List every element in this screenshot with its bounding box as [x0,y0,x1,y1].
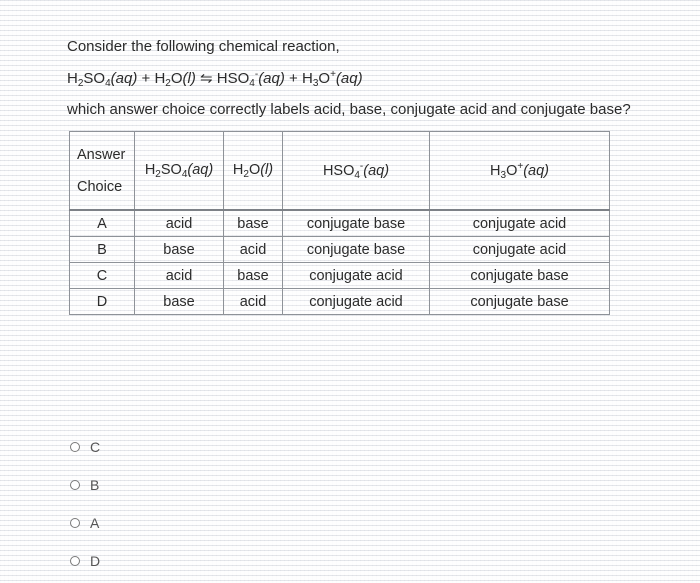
table-row [70,263,610,289]
table-header-row [70,132,610,211]
cell-h3o: conjugate base [430,289,610,315]
option-label: D [90,553,101,569]
product-h3o: $H_3O^+(aq)$ [301,69,363,89]
option-label: A [90,515,100,531]
cell-h3o: conjugate acid [430,210,610,237]
cell-h2so4: base [135,289,224,315]
cell-h3o: conjugate base [430,263,610,289]
radio-button[interactable] [70,480,80,490]
table-row [70,237,610,263]
question-intro: Consider the following chemical reaction, [67,38,340,55]
equilibrium-arrow: ⇋ [195,70,217,87]
cell-choice: B [70,237,135,263]
header-h2o: $H_2O(l)$ [224,132,283,211]
cell-h2so4: acid [135,263,224,289]
option-label: C [90,439,101,455]
cell-choice: C [70,263,135,289]
radio-button[interactable] [70,556,80,566]
header-hso4: $HSO_4^-(aq)$ [283,132,430,211]
cell-h2so4: acid [135,210,224,237]
answer-table [69,131,610,315]
question-prompt: which answer choice correctly labels acid, base, conjugate acid and conjugate base? [67,101,631,118]
radio-button[interactable] [70,442,80,452]
header-answer-choice: Answer Choice [70,132,135,211]
cell-hso4: conjugate acid [283,263,430,289]
plus-sign: + [137,70,155,87]
cell-h3o: conjugate acid [430,237,610,263]
table-row [70,289,610,315]
cell-h2o: base [224,210,283,237]
header-h2so4: $H_2SO_4(aq)$ [135,132,224,211]
cell-choice: A [70,210,135,237]
radio-button[interactable] [70,518,80,528]
cell-h2o: acid [224,289,283,315]
table-row [70,210,610,237]
plus-sign: + [284,70,302,87]
option-label: B [90,477,100,493]
cell-h2o: base [224,263,283,289]
header-h3o: $H_3O^+(aq)$ [430,132,610,211]
answer-option-c[interactable] [70,428,100,466]
cell-h2o: acid [224,237,283,263]
answer-option-d[interactable] [70,542,100,580]
cell-hso4: conjugate base [283,237,430,263]
cell-h2so4: base [135,237,224,263]
answer-option-a[interactable] [70,504,100,542]
reaction-equation [67,69,363,89]
answer-options [70,428,100,580]
answer-option-b[interactable] [70,466,100,504]
product-hso4: $HSO_4^-(aq)$ [216,69,285,89]
reactant-h2so4: $H_2SO_4(aq)$ [67,70,138,89]
reactant-h2o: $H_2O(l)$ [154,70,196,89]
cell-choice: D [70,289,135,315]
cell-hso4: conjugate acid [283,289,430,315]
cell-hso4: conjugate base [283,210,430,237]
